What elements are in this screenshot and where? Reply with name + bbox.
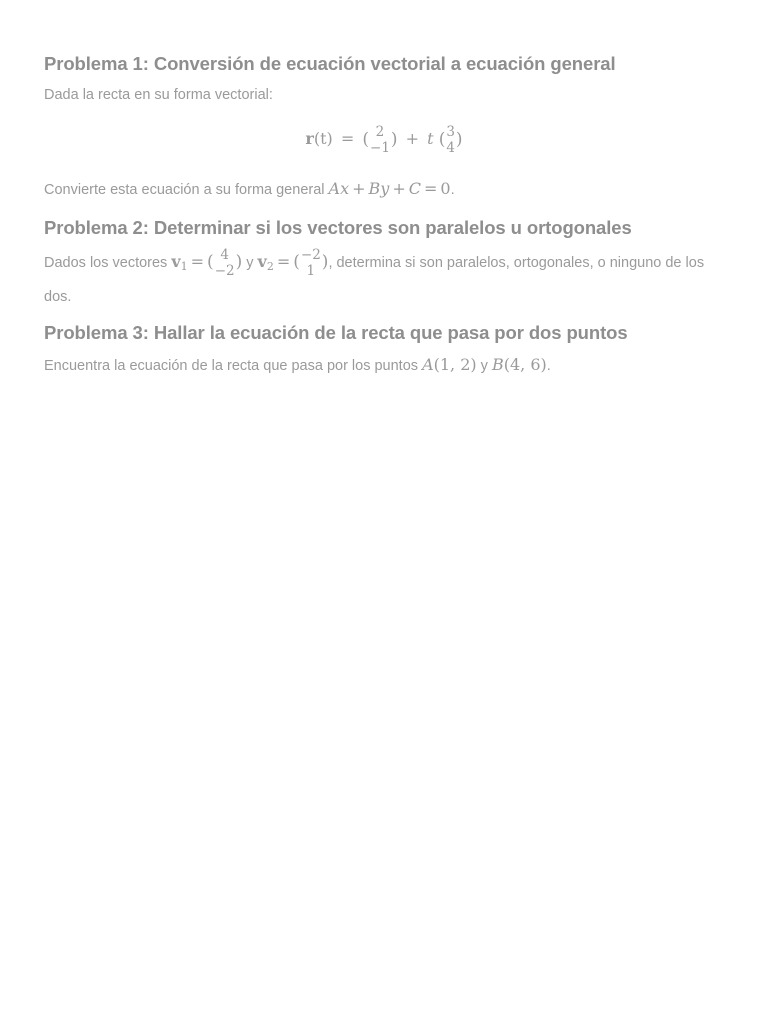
v1-column: [215, 247, 235, 279]
gf-C: C: [408, 179, 421, 198]
v1-close-paren: ): [235, 252, 243, 272]
problem-3-text-before: Encuentra la ecuación de la recta que pasa por los puntos: [44, 358, 423, 374]
v1-expression: [171, 246, 243, 279]
eq-lhs-arg: (t): [313, 129, 333, 148]
eq-param: t: [427, 129, 434, 148]
gf-plus-2: +: [392, 179, 406, 198]
general-form-equation: [329, 179, 451, 198]
gf-y: y: [380, 179, 390, 198]
v1-bottom: −2: [214, 262, 235, 279]
problem-1-text-before: Convierte esta ecuación a su forma general: [44, 182, 329, 198]
vec1-open-paren: (: [362, 129, 370, 150]
v2-subscript: 2: [266, 260, 274, 273]
point-b-coords: (4, 6): [503, 355, 547, 374]
gf-equals: =: [424, 179, 438, 198]
gf-x: x: [340, 179, 350, 198]
v1-name: v: [171, 252, 181, 271]
problem-2-text-before: Dados los vectores: [44, 255, 172, 271]
v2-expression: [257, 246, 329, 279]
v2-close-paren: ): [321, 252, 329, 272]
point-a-name: A: [422, 355, 434, 374]
point-b-name: B: [491, 355, 504, 374]
vec2-close-paren: ): [455, 129, 463, 150]
vec1-column: [370, 124, 390, 156]
v1-top: 4: [220, 246, 229, 263]
vec1-close-paren: ): [390, 129, 398, 150]
vec1-bottom: −1: [370, 139, 390, 156]
problem-2-text-after: , determina si son paralelos, ortogonales, o ninguno de los dos.: [44, 255, 705, 305]
point-a-coords: (1, 2): [433, 355, 477, 374]
problem-1-title: Problema 1: Conversión de ecuación vectorial a ecuación general: [44, 53, 616, 74]
v2-column: [301, 247, 321, 279]
v2-top: −2: [300, 246, 321, 263]
point-b: [492, 355, 547, 374]
v2-name: v: [257, 252, 267, 271]
gf-A: A: [328, 179, 341, 198]
v2-open-paren: (: [293, 252, 300, 272]
vec2-bottom: 4: [446, 139, 455, 156]
problem-3-text: [44, 349, 724, 382]
v2-equals: =: [276, 252, 291, 271]
problem-2-and: y: [242, 255, 258, 271]
gf-plus-1: +: [352, 179, 366, 198]
problem-1-intro: Dada la recta en su forma vectorial:: [44, 87, 273, 103]
problem-1-instruction: [44, 173, 724, 206]
gf-zero: 0: [440, 179, 451, 198]
gf-B: B: [368, 179, 381, 198]
problem-2-title: Problema 2: Determinar si los vectores son paralelos u ortogonales: [44, 217, 632, 238]
problem-3-and: y: [476, 358, 492, 374]
problem-2-text: [44, 246, 724, 313]
eq-lhs-var: r: [305, 129, 314, 148]
eq-equals: =: [340, 129, 355, 148]
problem-3-text-after: .: [546, 358, 551, 374]
vec1-top: 2: [375, 123, 385, 140]
problem-1-text-after: .: [450, 182, 455, 198]
vec2-column: [446, 124, 455, 156]
v1-equals: =: [190, 252, 205, 271]
vec2-open-paren: (: [438, 129, 446, 150]
point-a: [422, 355, 477, 374]
vec2-top: 3: [446, 123, 455, 140]
eq-plus: +: [405, 129, 420, 148]
v1-subscript: 1: [180, 260, 188, 273]
v1-open-paren: (: [207, 252, 214, 272]
v2-bottom: 1: [306, 262, 316, 279]
problem-3-title: Problema 3: Hallar la ecuación de la recta que pasa por dos puntos: [44, 322, 628, 343]
vector-equation: [44, 119, 724, 159]
